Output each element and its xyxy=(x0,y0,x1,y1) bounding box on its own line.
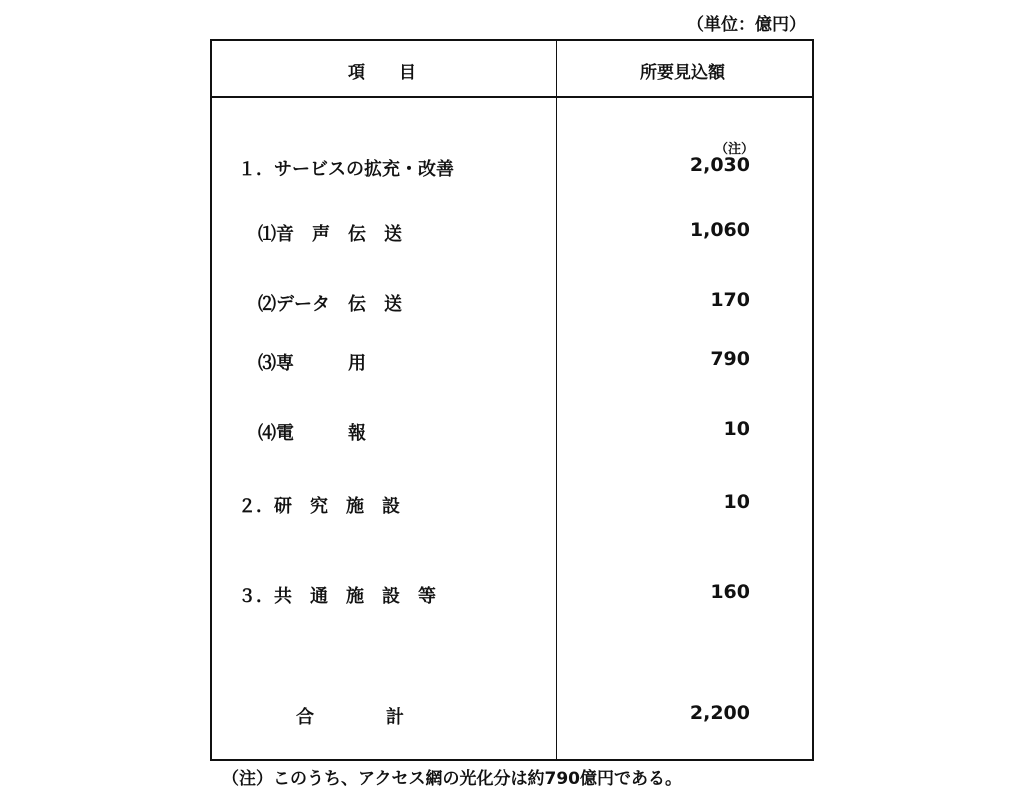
unit-label: （単位：億円） xyxy=(687,15,806,35)
footnote: （注）このうち、アクセス網の光化分は約790億円である。 xyxy=(222,769,682,789)
row-value-dedicated: 790 xyxy=(710,348,750,370)
note-mark: （注） xyxy=(714,142,754,157)
budget-table xyxy=(210,39,814,761)
row-value-data: 170 xyxy=(710,289,750,311)
header-rule xyxy=(212,96,812,98)
header-amount: 所要見込額 xyxy=(640,63,725,83)
total-label: 合 計 xyxy=(296,707,404,728)
row-label-common: ３．共 通 施 設 等 xyxy=(238,586,436,607)
row-label-service: １．サービスの拡充・改善 xyxy=(238,159,454,180)
row-label-data: ⑵データ 伝 送 xyxy=(258,294,402,315)
row-value-research: 10 xyxy=(723,491,750,513)
row-label-research: ２．研 究 施 設 xyxy=(238,496,400,517)
row-value-common: 160 xyxy=(710,581,750,603)
header-item: 項 目 xyxy=(348,63,416,83)
row-label-voice: ⑴音 声 伝 送 xyxy=(258,224,402,245)
row-label-telegram: ⑷電 報 xyxy=(258,423,366,444)
row-value-service: 2,030 xyxy=(689,154,750,176)
row-value-telegram: 10 xyxy=(723,418,750,440)
column-divider xyxy=(556,41,557,759)
total-value: 2,200 xyxy=(689,702,750,724)
row-value-voice: 1,060 xyxy=(689,219,750,241)
row-label-dedicated: ⑶専 用 xyxy=(258,353,366,374)
